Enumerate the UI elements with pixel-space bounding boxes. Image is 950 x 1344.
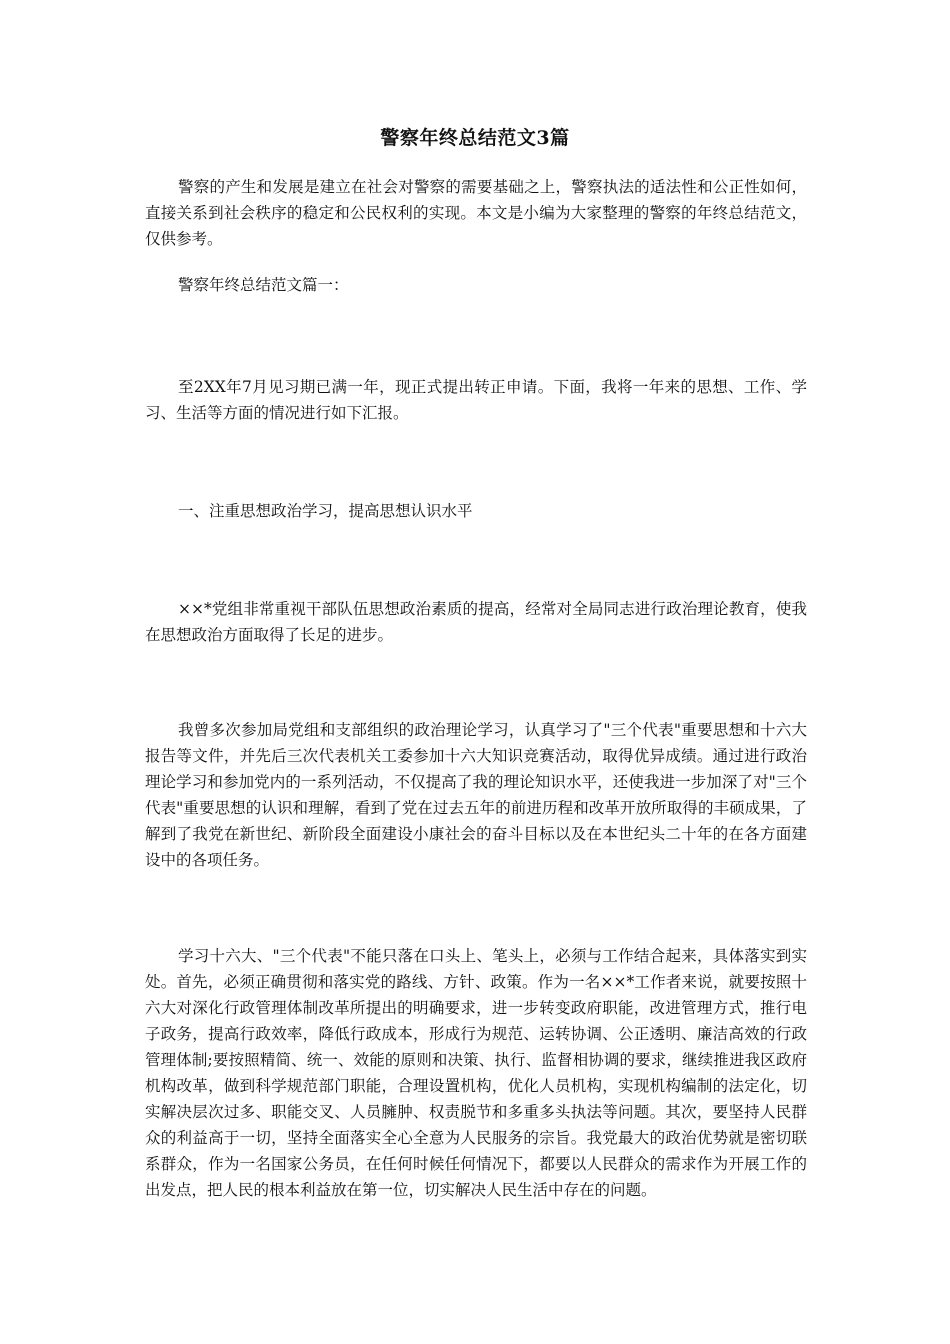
section-heading-political-study: 一、注重思想政治学习，提高思想认识水平: [178, 502, 473, 520]
body-paragraph: 我曾多次参加局党组和支部组织的政治理论学习，认真学习了"三个代表"重要思想和十六大报告等文件，并先后三次代表机关工委参加十六大知识竞赛活动，取得优异成绩。通过进行政治理论学习和参加党内的一系列活动，不仅提高了我的理论知识水平，还使我进一步加深了对"三个代表"重要思想的认识和理解，看到了党在过去五年的前进历程和改革开放所取得的丰硕成果，了解到了我党在新世纪、新阶段全面建设小康社会的奋斗目标以及在本世纪头二十年的在各方面建设中的各项任务。: [145, 721, 807, 869]
body-paragraph: 至2XX年7月见习期已满一年，现正式提出转正申请。下面，我将一年来的思想、工作、学习、生活等方面的情况进行如下汇报。: [145, 378, 807, 422]
body-paragraph: 学习十六大、"三个代表"不能只落在口头上、笔头上，必须与工作结合起来，具体落实到实处。首先，必须正确贯彻和落实党的路线、方针、政策。作为一名××*工作者来说，就要按照十六大对深化行政管理体制改革所提出的明确要求，进一步转变政府职能，改进管理方式，推行电子政务，提高行政效率，降低行政成本，形成行为规范、运转协调、公正透明、廉洁高效的行政管理体制;要按照精简、统一、效能的原则和决策、执行、监督相协调的要求，继续推进我区政府机构改革，做到科学规范部门职能，合理设置机构，优化人员机构，实现机构编制的法定化，切实解决层次过多、职能交叉、人员臃肿、权责脱节和多重多头执法等问题。其次，要坚持人民群众的利益高于一切，坚持全面落实全心全意为人民服务的宗旨。我党最大的政治优势就是密切联系群众，作为一名国家公务员，在任何时候任何情况下，都要以人民群众的需求作为开展工作的出发点，把人民的根本利益放在第一位，切实解决人民生活中存在的问题。: [145, 947, 807, 1199]
document-title: 警察年终总结范文3篇: [380, 127, 570, 149]
body-paragraph: ××*党组非常重视干部队伍思想政治素质的提高，经常对全局同志进行政治理论教育，使我在思想政治方面取得了长足的进步。: [145, 600, 807, 644]
section-heading-part-one: 警察年终总结范文篇一：: [178, 276, 349, 294]
intro-paragraph: 警察的产生和发展是建立在社会对警察的需要基础之上，警察执法的适法性和公正性如何，直接关系到社会秩序的稳定和公民权利的实现。本文是小编为大家整理的警察的年终总结范文，仅供参考。: [145, 178, 807, 248]
